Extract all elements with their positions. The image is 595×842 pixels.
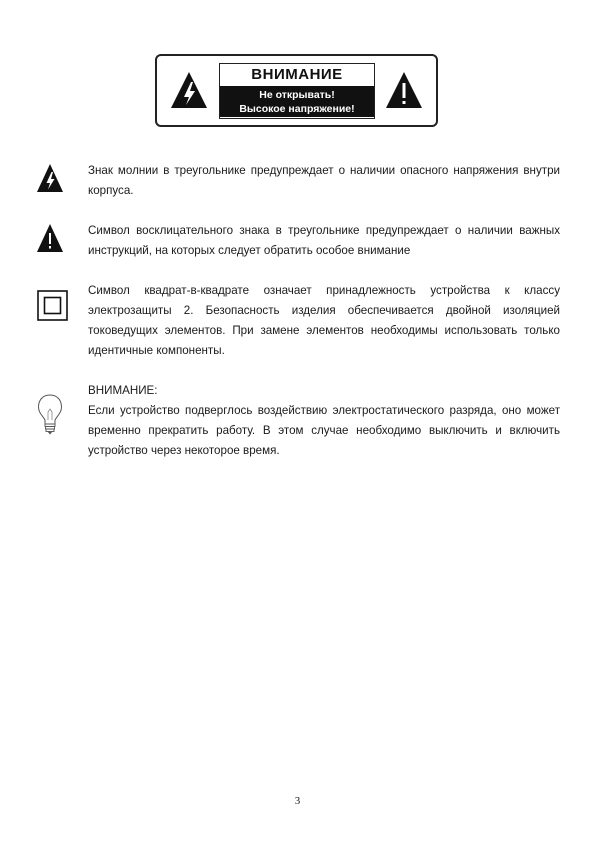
info-text: Символ восклицательного знака в треугольнике предупреждает о наличии важных инструкций, на которых следует обратить особое внимание — [88, 224, 560, 257]
lightning-triangle-icon — [36, 163, 64, 193]
warning-center-panel — [219, 63, 375, 119]
double-square-icon — [37, 290, 68, 321]
warning-line-2: Высокое напряжение! — [239, 103, 355, 115]
warning-title: ВНИМАНИЕ — [251, 66, 343, 83]
light-bulb-icon — [37, 393, 63, 437]
lightning-triangle-icon — [169, 70, 209, 110]
exclamation-triangle-icon — [36, 223, 64, 253]
info-text: Знак молнии в треугольнике предупреждает о наличии опасного напряжения внутри корпуса. — [88, 164, 560, 197]
warning-label — [155, 54, 438, 127]
info-text: Если устройство подверглось воздействию электростатического разряда, оно может временно прекратить работу. В этом случае необходимо выключить и включить устройство через некоторое время. — [88, 404, 560, 457]
info-title: ВНИМАНИЕ: — [88, 384, 158, 397]
page-number: 3 — [294, 795, 301, 807]
exclamation-triangle-icon — [384, 70, 424, 110]
info-text: Символ квадрат-в-квадрате означает принадлежность устройства к классу электрозащиты 2. Безопасность изделия обеспечивается двойной изоляцией токоведущих элементов. При замене элементов необходимы использовать только идентичные компоненты. — [88, 284, 560, 357]
warning-message — [220, 86, 374, 117]
warning-line-1: Не открывать! — [259, 89, 335, 101]
